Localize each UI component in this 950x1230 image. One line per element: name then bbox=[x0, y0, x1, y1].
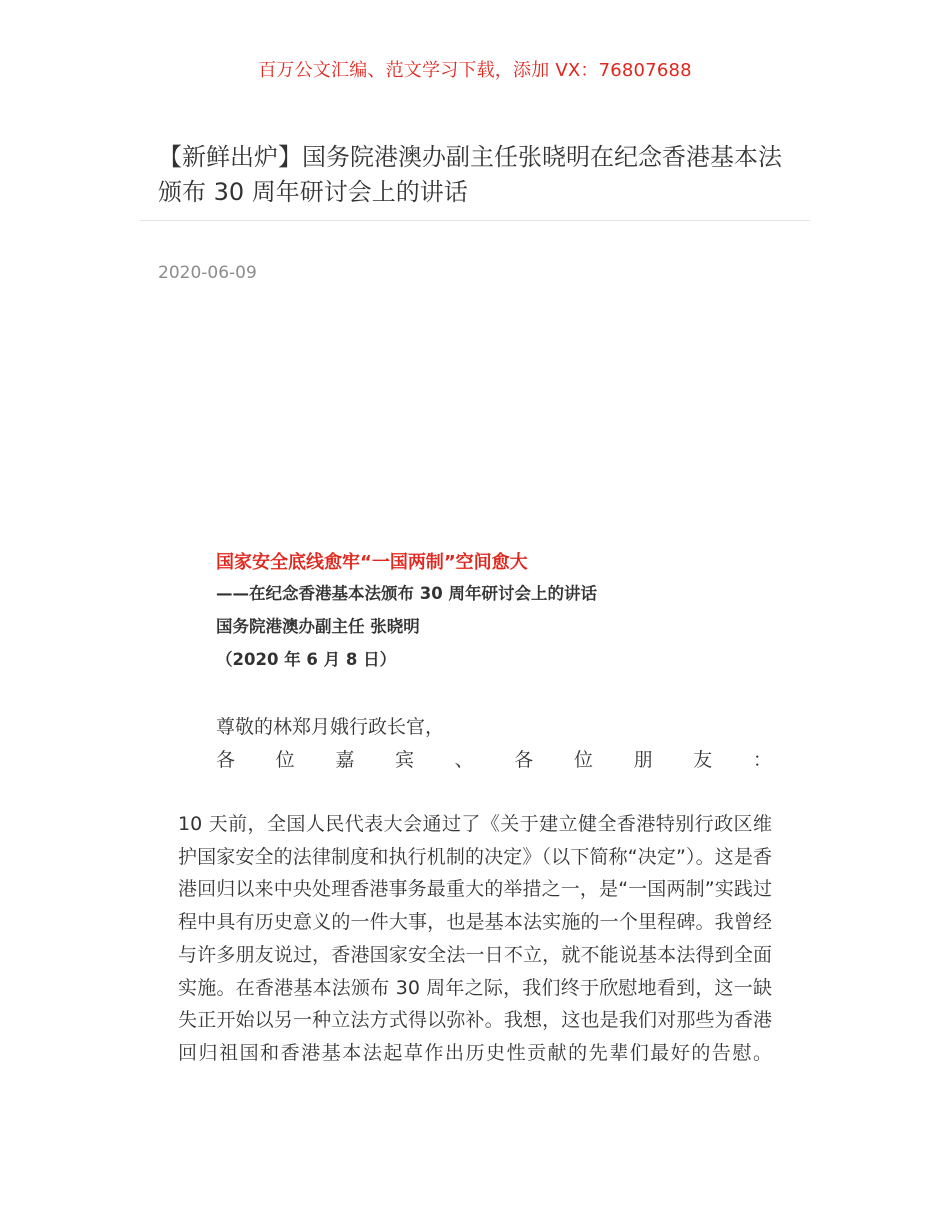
speech-heading-block bbox=[216, 549, 776, 676]
article-date: 2020-06-09 bbox=[158, 263, 257, 283]
promo-header: 百万公文汇编、范文学习下载，添加 VX：76807688 bbox=[258, 60, 692, 81]
article-title: 【新鲜出炉】国务院港澳办副主任张晓明在纪念香港基本法颁布 30 周年研讨会上的讲话 bbox=[158, 143, 782, 206]
greeting-line-2 bbox=[216, 745, 772, 772]
greeting-line-1: 尊敬的林郑月娥行政长官， bbox=[216, 716, 445, 738]
body-paragraph: 10 天前，全国人民代表大会通过了《关于建立健全香港特别行政区维护国家安全的法律制度和执行机制的决定》（以下简称“决定”）。这是香港回归以来中央处理香港事务最重大的举措之一，是“一国两制”实践过程中具有历史意义的一件大事，也是基本法实施的一个里程碑。我曾经与许多朋友说过，香港国家安全法一日不立，就不能说基本法得到全面实施。在香港基本法颁布 30 周年之际，我们终于欣慰地看到，这一缺失正开始以另一种立法方式得以弥补。我想，这也是我们对那些为香港回归祖国和香港基本法起草作出历史性贡献的先辈们最好的告慰。 bbox=[178, 813, 772, 1064]
title-divider bbox=[140, 220, 810, 221]
greeting-char: ： bbox=[752, 749, 772, 771]
speech-subtitle: ——在纪念香港基本法颁布 30 周年研讨会上的讲话 bbox=[216, 584, 597, 603]
greeting-char: 、 bbox=[454, 749, 474, 771]
greeting-char: 位 bbox=[275, 749, 295, 771]
greeting-char: 友 bbox=[693, 749, 713, 771]
speech-date: （2020 年 6 月 8 日） bbox=[216, 650, 397, 669]
speech-speaker: 国务院港澳办副主任 张晓明 bbox=[216, 617, 420, 636]
greeting-char: 位 bbox=[573, 749, 593, 771]
greeting-char: 嘉 bbox=[335, 749, 355, 771]
greeting-char: 朋 bbox=[633, 749, 653, 771]
speech-title: 国家安全底线愈牢“一国两制”空间愈大 bbox=[216, 552, 528, 573]
greeting-char: 各 bbox=[514, 749, 534, 771]
greeting-char: 各 bbox=[216, 749, 236, 771]
greeting-char: 宾 bbox=[394, 749, 414, 771]
